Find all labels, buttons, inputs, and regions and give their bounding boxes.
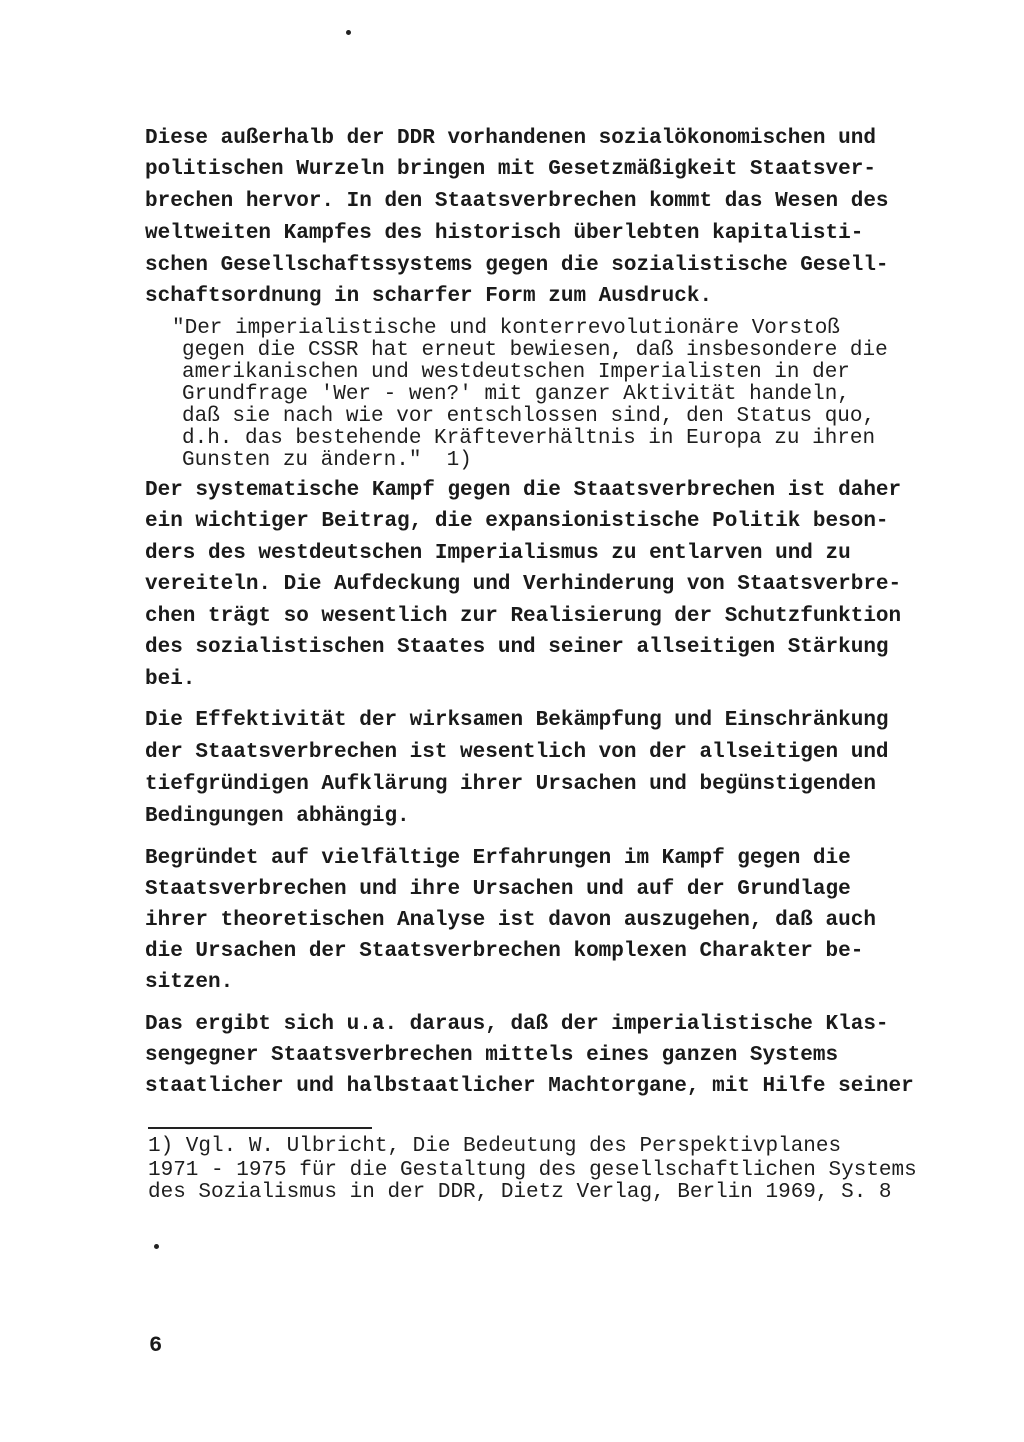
quote-line: Gunsten zu ändern." 1) bbox=[182, 449, 472, 472]
text-line: politischen Wurzeln bringen mit Gesetzmäßigkeit Staatsver- bbox=[145, 158, 876, 181]
text-line: bei. bbox=[145, 668, 196, 691]
text-line: brechen hervor. In den Staatsverbrechen kommt das Wesen des bbox=[145, 190, 889, 213]
page-number: 6 bbox=[149, 1333, 163, 1358]
scan-speck bbox=[154, 1244, 159, 1249]
footnote-line: 1971 - 1975 für die Gestaltung des gesellschaftlichen Systems bbox=[148, 1159, 917, 1182]
text-line: die Ursachen der Staatsverbrechen komplexen Charakter be- bbox=[145, 940, 864, 963]
text-line: tiefgründigen Aufklärung ihrer Ursachen und begünstigenden bbox=[145, 773, 876, 796]
text-line: Die Effektivität der wirksamen Bekämpfung und Einschränkung bbox=[145, 709, 889, 732]
quote-line: amerikanischen und westdeutschen Imperialisten in der bbox=[182, 361, 850, 384]
text-line: des sozialistischen Staates und seiner allseitigen Stärkung bbox=[145, 636, 889, 659]
text-line: Bedingungen abhängig. bbox=[145, 805, 410, 828]
text-line: Begründet auf vielfältige Erfahrungen im Kampf gegen die bbox=[145, 847, 851, 870]
text-line: ders des westdeutschen Imperialismus zu entlarven und zu bbox=[145, 542, 851, 565]
text-line: weltweiten Kampfes des historisch überlebten kapitalisti- bbox=[145, 222, 864, 245]
text-line: schen Gesellschaftssystems gegen die sozialistische Gesell- bbox=[145, 254, 889, 277]
text-line: ihrer theoretischen Analyse ist davon auszugehen, daß auch bbox=[145, 909, 876, 932]
text-line: staatlicher und halbstaatlicher Machtorgane, mit Hilfe seiner bbox=[145, 1075, 914, 1098]
quote-line: daß sie nach wie vor entschlossen sind, den Status quo, bbox=[182, 405, 876, 428]
quote-line: gegen die CSSR hat erneut bewiesen, daß insbesondere die bbox=[182, 339, 888, 362]
text-line: vereiteln. Die Aufdeckung und Verhinderung von Staatsverbre- bbox=[145, 573, 902, 596]
text-line: sengegner Staatsverbrechen mittels eines ganzen Systems bbox=[145, 1044, 839, 1067]
text-line: Der systematische Kampf gegen die Staatsverbrechen ist daher bbox=[145, 479, 902, 502]
text-line: sitzen. bbox=[145, 971, 234, 994]
text-line: schaftsordnung in scharfer Form zum Ausdruck. bbox=[145, 285, 713, 308]
footnote-line: 1) Vgl. W. Ulbricht, Die Bedeutung des Perspektivplanes bbox=[148, 1135, 842, 1158]
text-line: chen trägt so wesentlich zur Realisierung der Schutzfunktion bbox=[145, 605, 902, 628]
text-line: Das ergibt sich u.a. daraus, daß der imperialistische Klas- bbox=[145, 1013, 889, 1036]
text-line: der Staatsverbrechen ist wesentlich von der allseitigen und bbox=[145, 741, 889, 764]
text-line: ein wichtiger Beitrag, die expansionistische Politik beson- bbox=[145, 510, 889, 533]
quote-line: Grundfrage 'Wer - wen?' mit ganzer Aktivität handeln, bbox=[182, 383, 850, 406]
text-line: Diese außerhalb der DDR vorhandenen sozialökonomischen und bbox=[145, 127, 876, 150]
footnote-line: des Sozialismus in der DDR, Dietz Verlag, Berlin 1969, S. 8 bbox=[148, 1181, 892, 1204]
quote-line: d.h. das bestehende Kräfteverhältnis in Europa zu ihren bbox=[182, 427, 876, 450]
footnote-rule bbox=[148, 1127, 372, 1129]
scan-speck bbox=[346, 30, 351, 35]
quote-line: "Der imperialistische und konterrevolutionäre Vorstoß bbox=[172, 317, 840, 340]
text-line: Staatsverbrechen und ihre Ursachen und auf der Grundlage bbox=[145, 878, 851, 901]
